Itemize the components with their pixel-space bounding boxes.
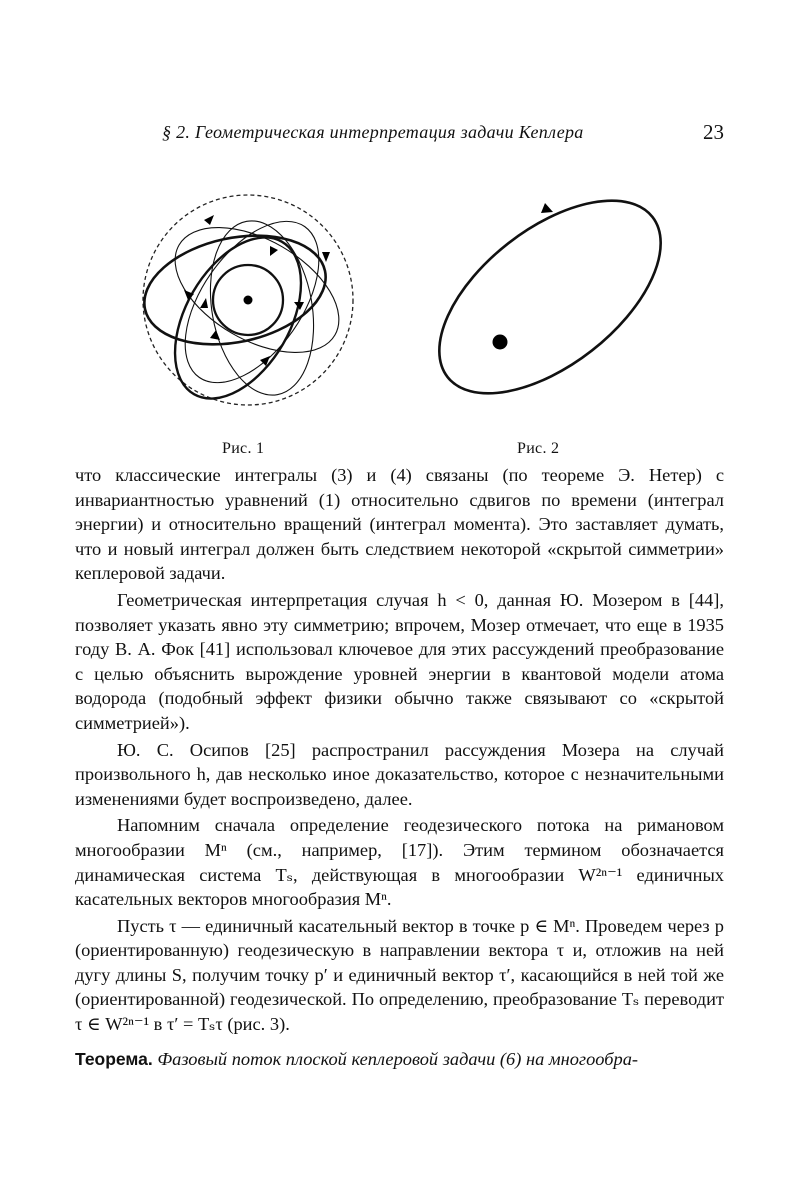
paragraph-moser: Геометрическая интерпретация случая h < 0, данная Ю. Мозером в [44], позволяет указать явно эту симметрию; впрочем, Мозер отмечает, что еще в 1935 году В. А. Фок [41] использовал ключевое для этих рассуждений преобразование с целью объяснить вырождение уровней энергии в квантовой модели атома водорода (подобный эффект физики обычно также связывают со «скрытой симметрией»). bbox=[75, 589, 724, 733]
paragraph-definition: Пусть τ — единичный касательный вектор в точке p ∈ Mⁿ. Проведем через p (ориентированную) геодезическую в направлении вектора τ и, отложив на ней дугу длины S, получим точку p′ и единичный вектор τ′, касающийся в ней той же (ориентированной) геодезической. По определению, преобразование Tₛ переводит τ ∈ W²ⁿ⁻¹ в τ′ = Tₛτ (рис. 3). bbox=[75, 915, 724, 1035]
paragraph-geodesic-flow: Напомним сначала определение геодезического потока на римановом многообразии Mⁿ (см., например, [17]). Этим термином обозначается динамическая система Tₛ, действующая в многообразии W²ⁿ⁻¹ единичных касательных векторов многообразия Mⁿ. bbox=[75, 815, 724, 910]
focus-dot bbox=[493, 335, 508, 350]
figure-2-ellipse-diagram bbox=[420, 185, 670, 420]
center-dot bbox=[244, 296, 253, 305]
paragraph-continuation: что классические интегралы (3) и (4) связаны (по теореме Э. Нетер) с инвариантностью уравнений (1) относительно сдвигов по времени (интеграл энергии) и относительно вращений (интеграл момента). Это заставляет думать, что и новый интеграл должен быть следствием некоторой «скрытой симметрии» кеплеровой задачи. bbox=[75, 465, 724, 584]
page-number: 23 bbox=[703, 120, 724, 144]
page-header bbox=[0, 122, 799, 152]
theorem bbox=[75, 1047, 724, 1072]
figure-2-caption: Рис. 2 bbox=[517, 440, 560, 457]
theorem-text: Фазовый поток плоской кеплеровой задачи (6) на многообра- bbox=[157, 1048, 639, 1069]
theorem-label: Теорема. bbox=[75, 1048, 153, 1069]
figure-1-caption: Рис. 1 bbox=[222, 440, 265, 457]
paragraph-osipov: Ю. С. Осипов [25] распространил рассуждения Мозера на случай произвольного h, дав несколько иное доказательство, которое с незначительными изменениями будет воспроизведено, далее. bbox=[75, 739, 724, 809]
body-text bbox=[75, 463, 724, 1071]
figure-1 bbox=[140, 190, 360, 457]
running-title: § 2. Геометрическая интерпретация задачи Кеплера bbox=[162, 122, 584, 142]
figure-1-orbits-diagram bbox=[140, 190, 360, 410]
figure-2 bbox=[420, 185, 670, 457]
figures-row bbox=[0, 180, 799, 460]
